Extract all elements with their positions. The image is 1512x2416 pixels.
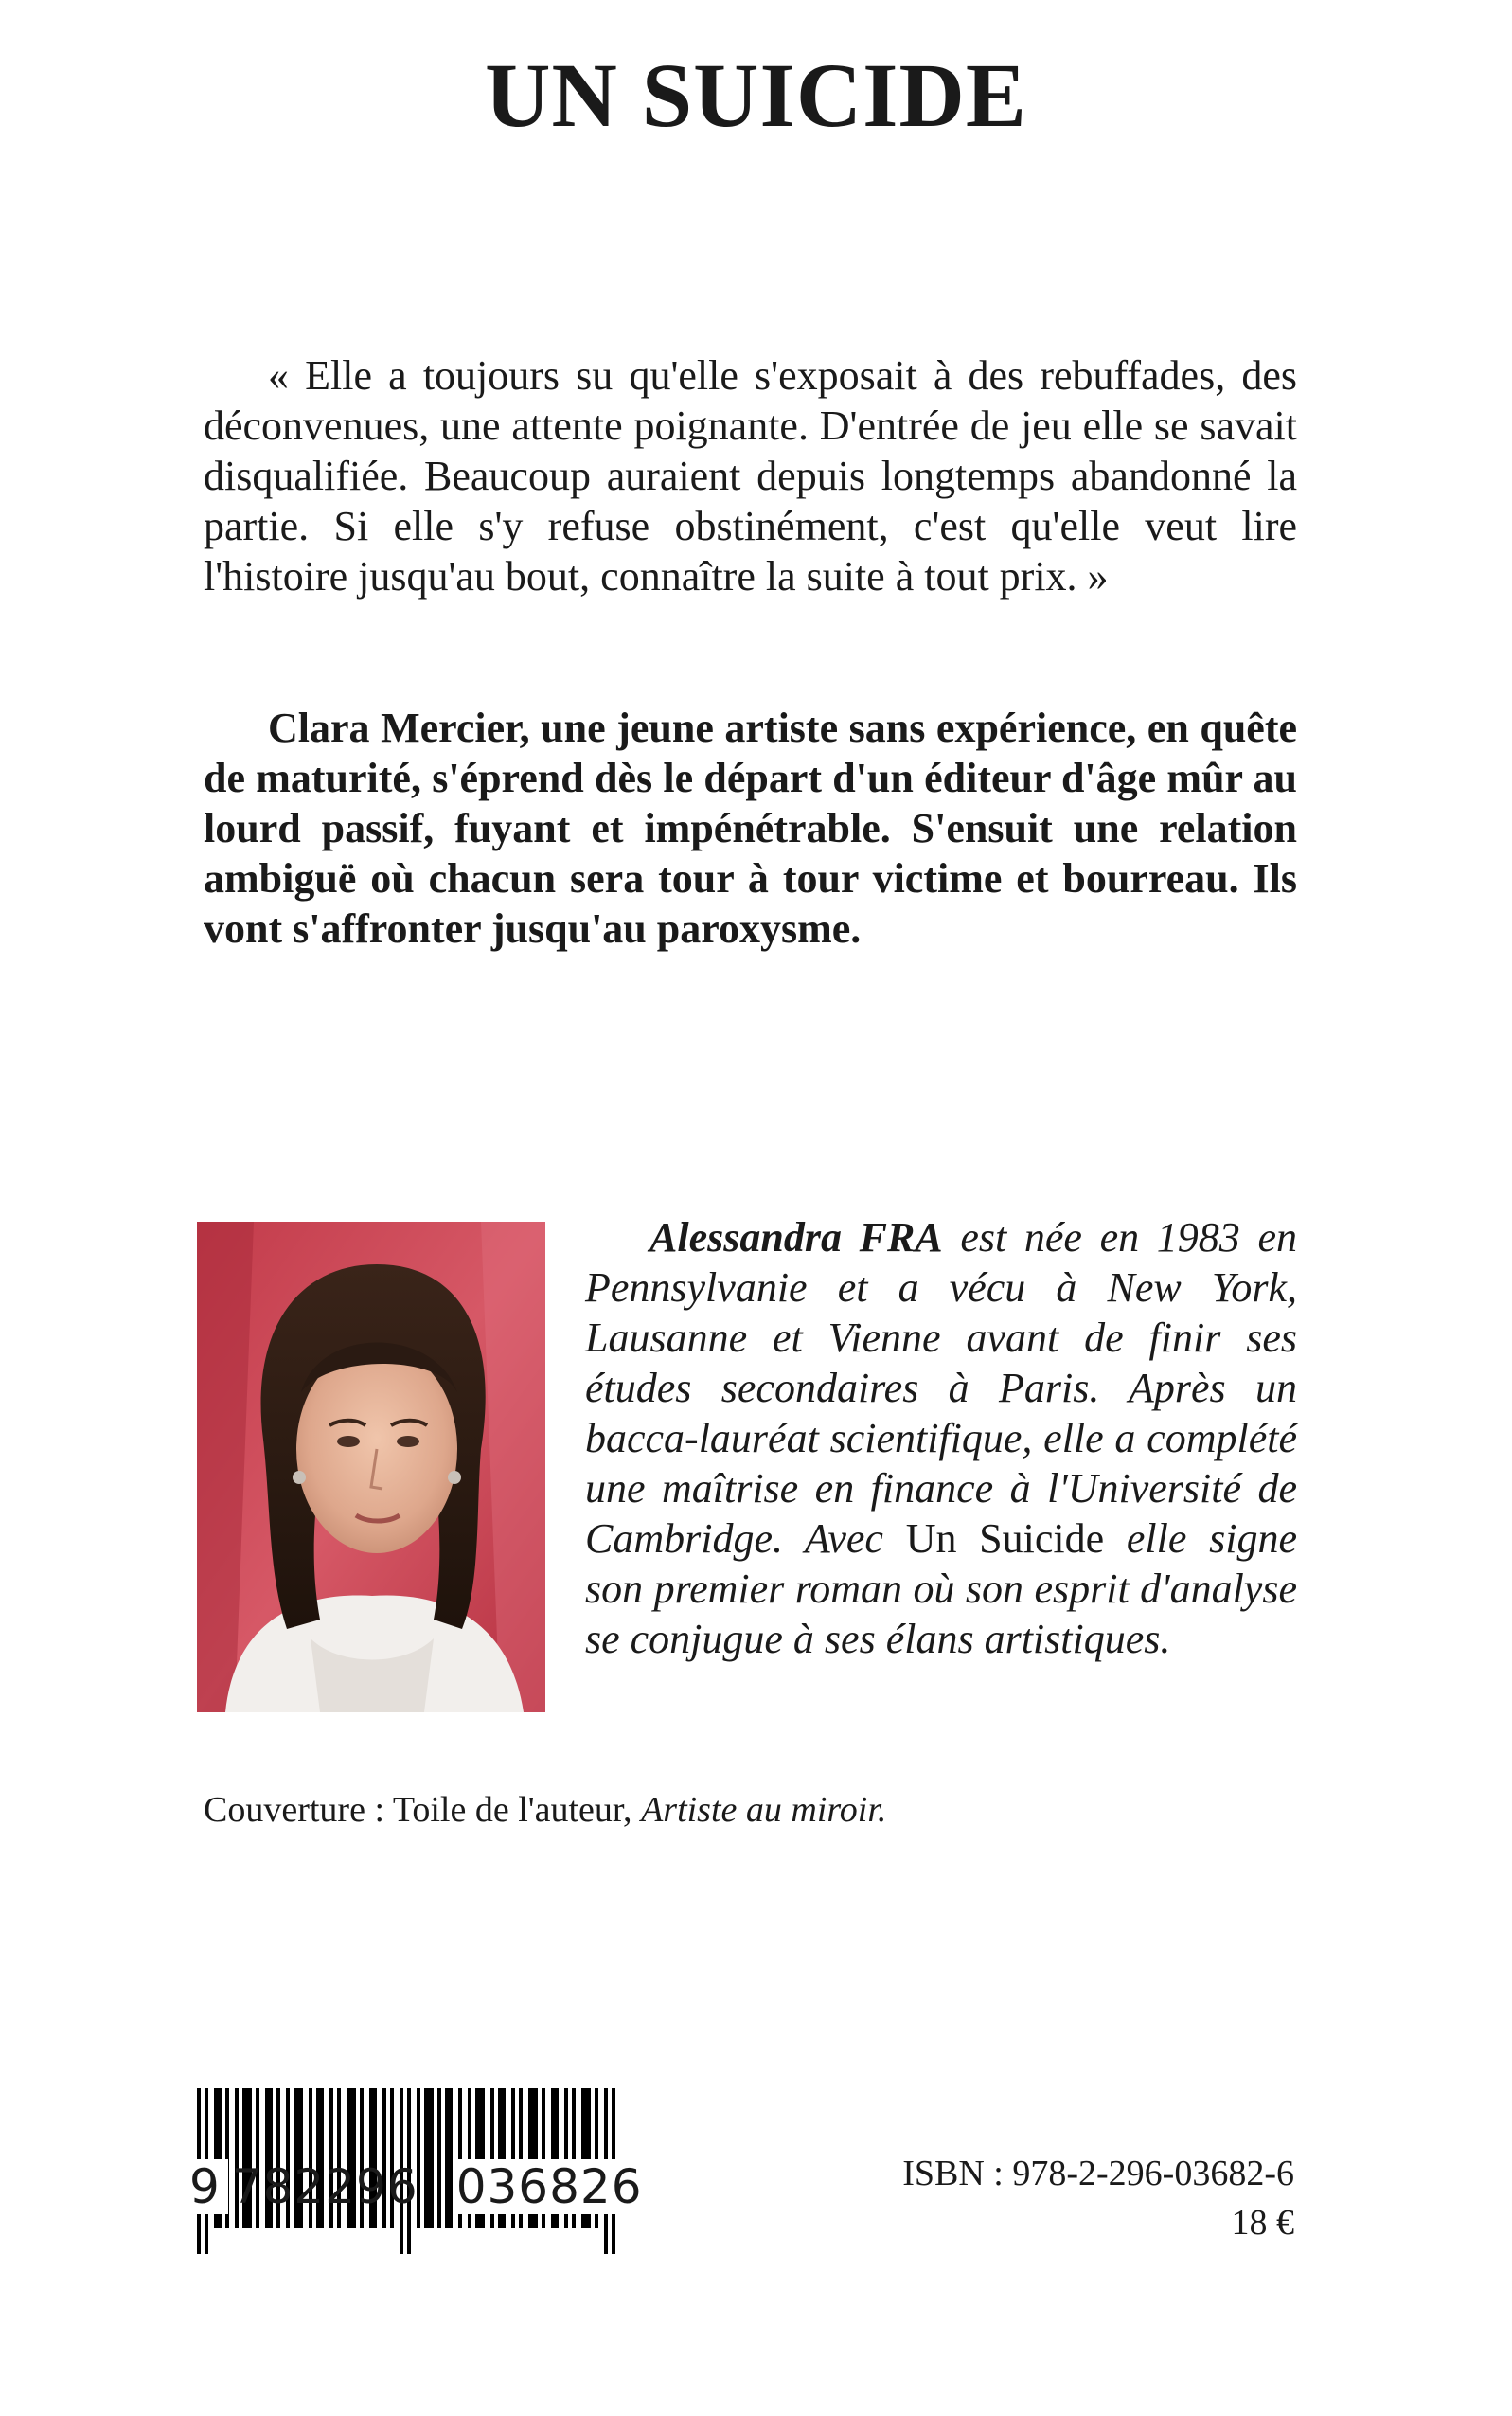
- cover-credit: [204, 1788, 886, 1832]
- author-bio: [585, 1212, 1297, 1664]
- price: 18 €: [1231, 2203, 1294, 2243]
- barcode-digits: [189, 2159, 643, 2214]
- cover-artwork-title: Artiste au miroir.: [641, 1790, 887, 1830]
- book-summary: Clara Mercier, une jeune artiste sans expérience, en quête de maturité, s'éprend dès le départ d'un éditeur d'âge mûr au lourd passif, fuyant et impénétrable. S'ensuit une relation ambiguë où chacun sera tour à tour victime et bourreau. Ils vont s'affronter jusqu'au paroxysme.: [204, 705, 1297, 952]
- bio-text-part2: elle signe son premier roman où son esprit d'analyse se conjugue à ses élans artistiques.: [585, 1515, 1297, 1662]
- author-photo: [197, 1222, 545, 1712]
- book-title: UN SUICIDE: [485, 45, 1027, 146]
- bio-text-part1: est née en 1983 en Pennsylvanie et a vécu à New York, Lausanne et Vienne avant de finir ses études secondaires à Paris. Après un bacca-lauréat scientifique, elle a complété une maîtrise en finance à l'Université de Cambridge. Avec: [585, 1214, 1297, 1562]
- excerpt-quote: « Elle a toujours su qu'elle s'exposait à des rebuffades, des déconvenues, une attente poignante. D'entrée de jeu elle se savait disqualifiée. Beaucoup auraient depuis longtemps abandonné la partie. Si elle s'y refuse obstinément, c'est qu'elle veut lire l'histoire jusqu'au bout, connaître la suite à tout prix. »: [204, 352, 1297, 600]
- barcode-group-2: 036826: [453, 2159, 647, 2214]
- book-reference: Un Suicide: [905, 1515, 1105, 1562]
- barcode-lead-digit: 9: [189, 2159, 228, 2214]
- cover-credit-label: Couverture : Toile de l'auteur,: [204, 1790, 642, 1830]
- barcode-group-1: 782296: [231, 2159, 418, 2214]
- author-name: Alessandra FRA: [649, 1214, 943, 1261]
- isbn: ISBN : 978-2-296-03682-6: [902, 2154, 1294, 2193]
